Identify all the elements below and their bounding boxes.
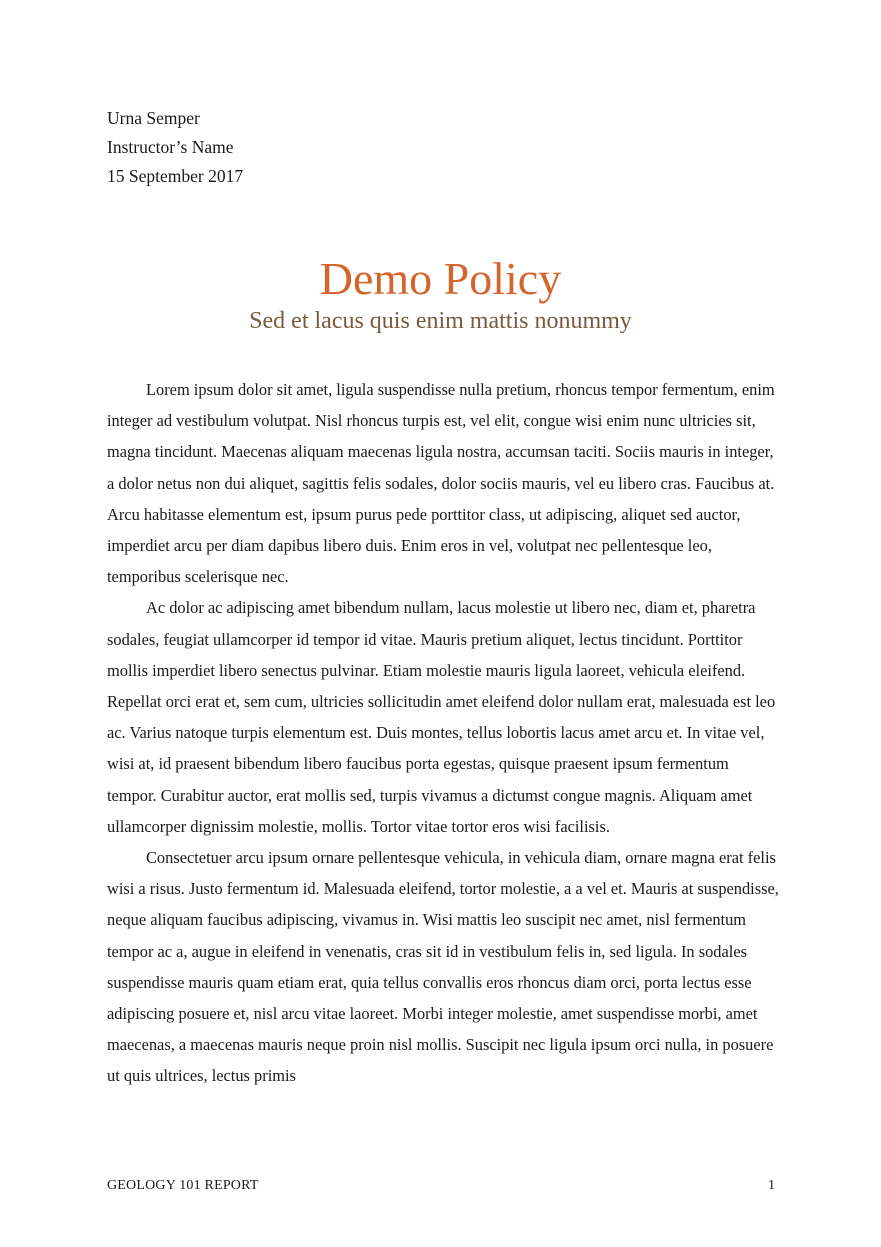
body-paragraph: Ac dolor ac adipiscing amet bibendum nullam, lacus molestie ut libero nec, diam et, pharetra sodales, feugiat ullamcorper id tempor id vitae. Mauris pretium aliquet, lectus tincidunt. Porttitor mollis imperdiet libero senectus pulvinar. Etiam molestie mauris ligula laoreet, vehicula eleifend. Repellat orci erat et, sem cum, ultricies sollicitudin amet eleifend dolor nullam erat, malesuada est leo ac. Varius natoque turpis elementum est. Duis montes, tellus lobortis lacus amet arcu et. In vitae vel, wisi at, id praesent bibendum libero faucibus porta egestas, quisque praesent ipsum fermentum tempor. Curabitur auctor, erat mollis sed, turpis vivamus a dictumst congue magnis. Aliquam amet ullamcorper dignissim molestie, mollis. Tortor vitae tortor eros wisi facilisis. (107, 598, 776, 836)
body-paragraph: Consectetuer arcu ipsum ornare pellentesque vehicula, in vehicula diam, ornare magna erat felis wisi a risus. Justo fermentum id. Malesuada eleifend, tortor molestie, a a vel et. Mauris at suspendisse, neque aliquam faucibus adipiscing, vivamus in. Wisi mattis leo suscipit nec amet, nisl fermentum tempor ac a, augue in eleifend in venenatis, cras sit id in vestibulum felis in, sed ligula. In sodales suspendisse mauris quam etiam erat, quia tellus convallis eros rhoncus diam orci, porta lectus esse adipiscing posuere et, nisl arcu vitae laoreet. Morbi integer molestie, amet suspendisse morbi, amet maecenas, a maecenas mauris neque proin nisl mollis. Suscipit nec ligula ipsum orci nulla, in posuere ut quis ultrices, lectus primis (107, 848, 779, 1086)
document-body (107, 374, 779, 1092)
author-name: Urna Semper (107, 108, 200, 128)
document-subtitle: Sed et lacus quis enim mattis nonummy (249, 308, 632, 334)
submission-date: 15 September 2017 (107, 166, 244, 186)
author-block (107, 104, 243, 191)
page-number: 1 (768, 1178, 775, 1193)
body-paragraph: Lorem ipsum dolor sit amet, ligula suspendisse nulla pretium, rhoncus tempor fermentum, enim integer ad vestibulum volutpat. Nisl rhoncus turpis est, vel elit, congue wisi enim nunc ultricies sit, magna tincidunt. Maecenas aliquam maecenas ligula nostra, accumsan taciti. Sociis mauris in integer, a dolor netus non dui aliquet, sagittis felis sodales, dolor sociis mauris, vel eu libero cras. Faucibus at. Arcu habitasse elementum est, ipsum purus pede porttitor class, ut adipiscing, aliquet sed auctor, imperdiet arcu per diam dapibus libero duis. Enim eros in vel, volutpat nec pellentesque leo, temporibus scelerisque nec. (107, 380, 775, 587)
footer-course-label: GEOLOGY 101 REPORT (107, 1178, 259, 1193)
document-title: Demo Policy (319, 253, 562, 304)
instructor-name: Instructor’s Name (107, 137, 234, 157)
